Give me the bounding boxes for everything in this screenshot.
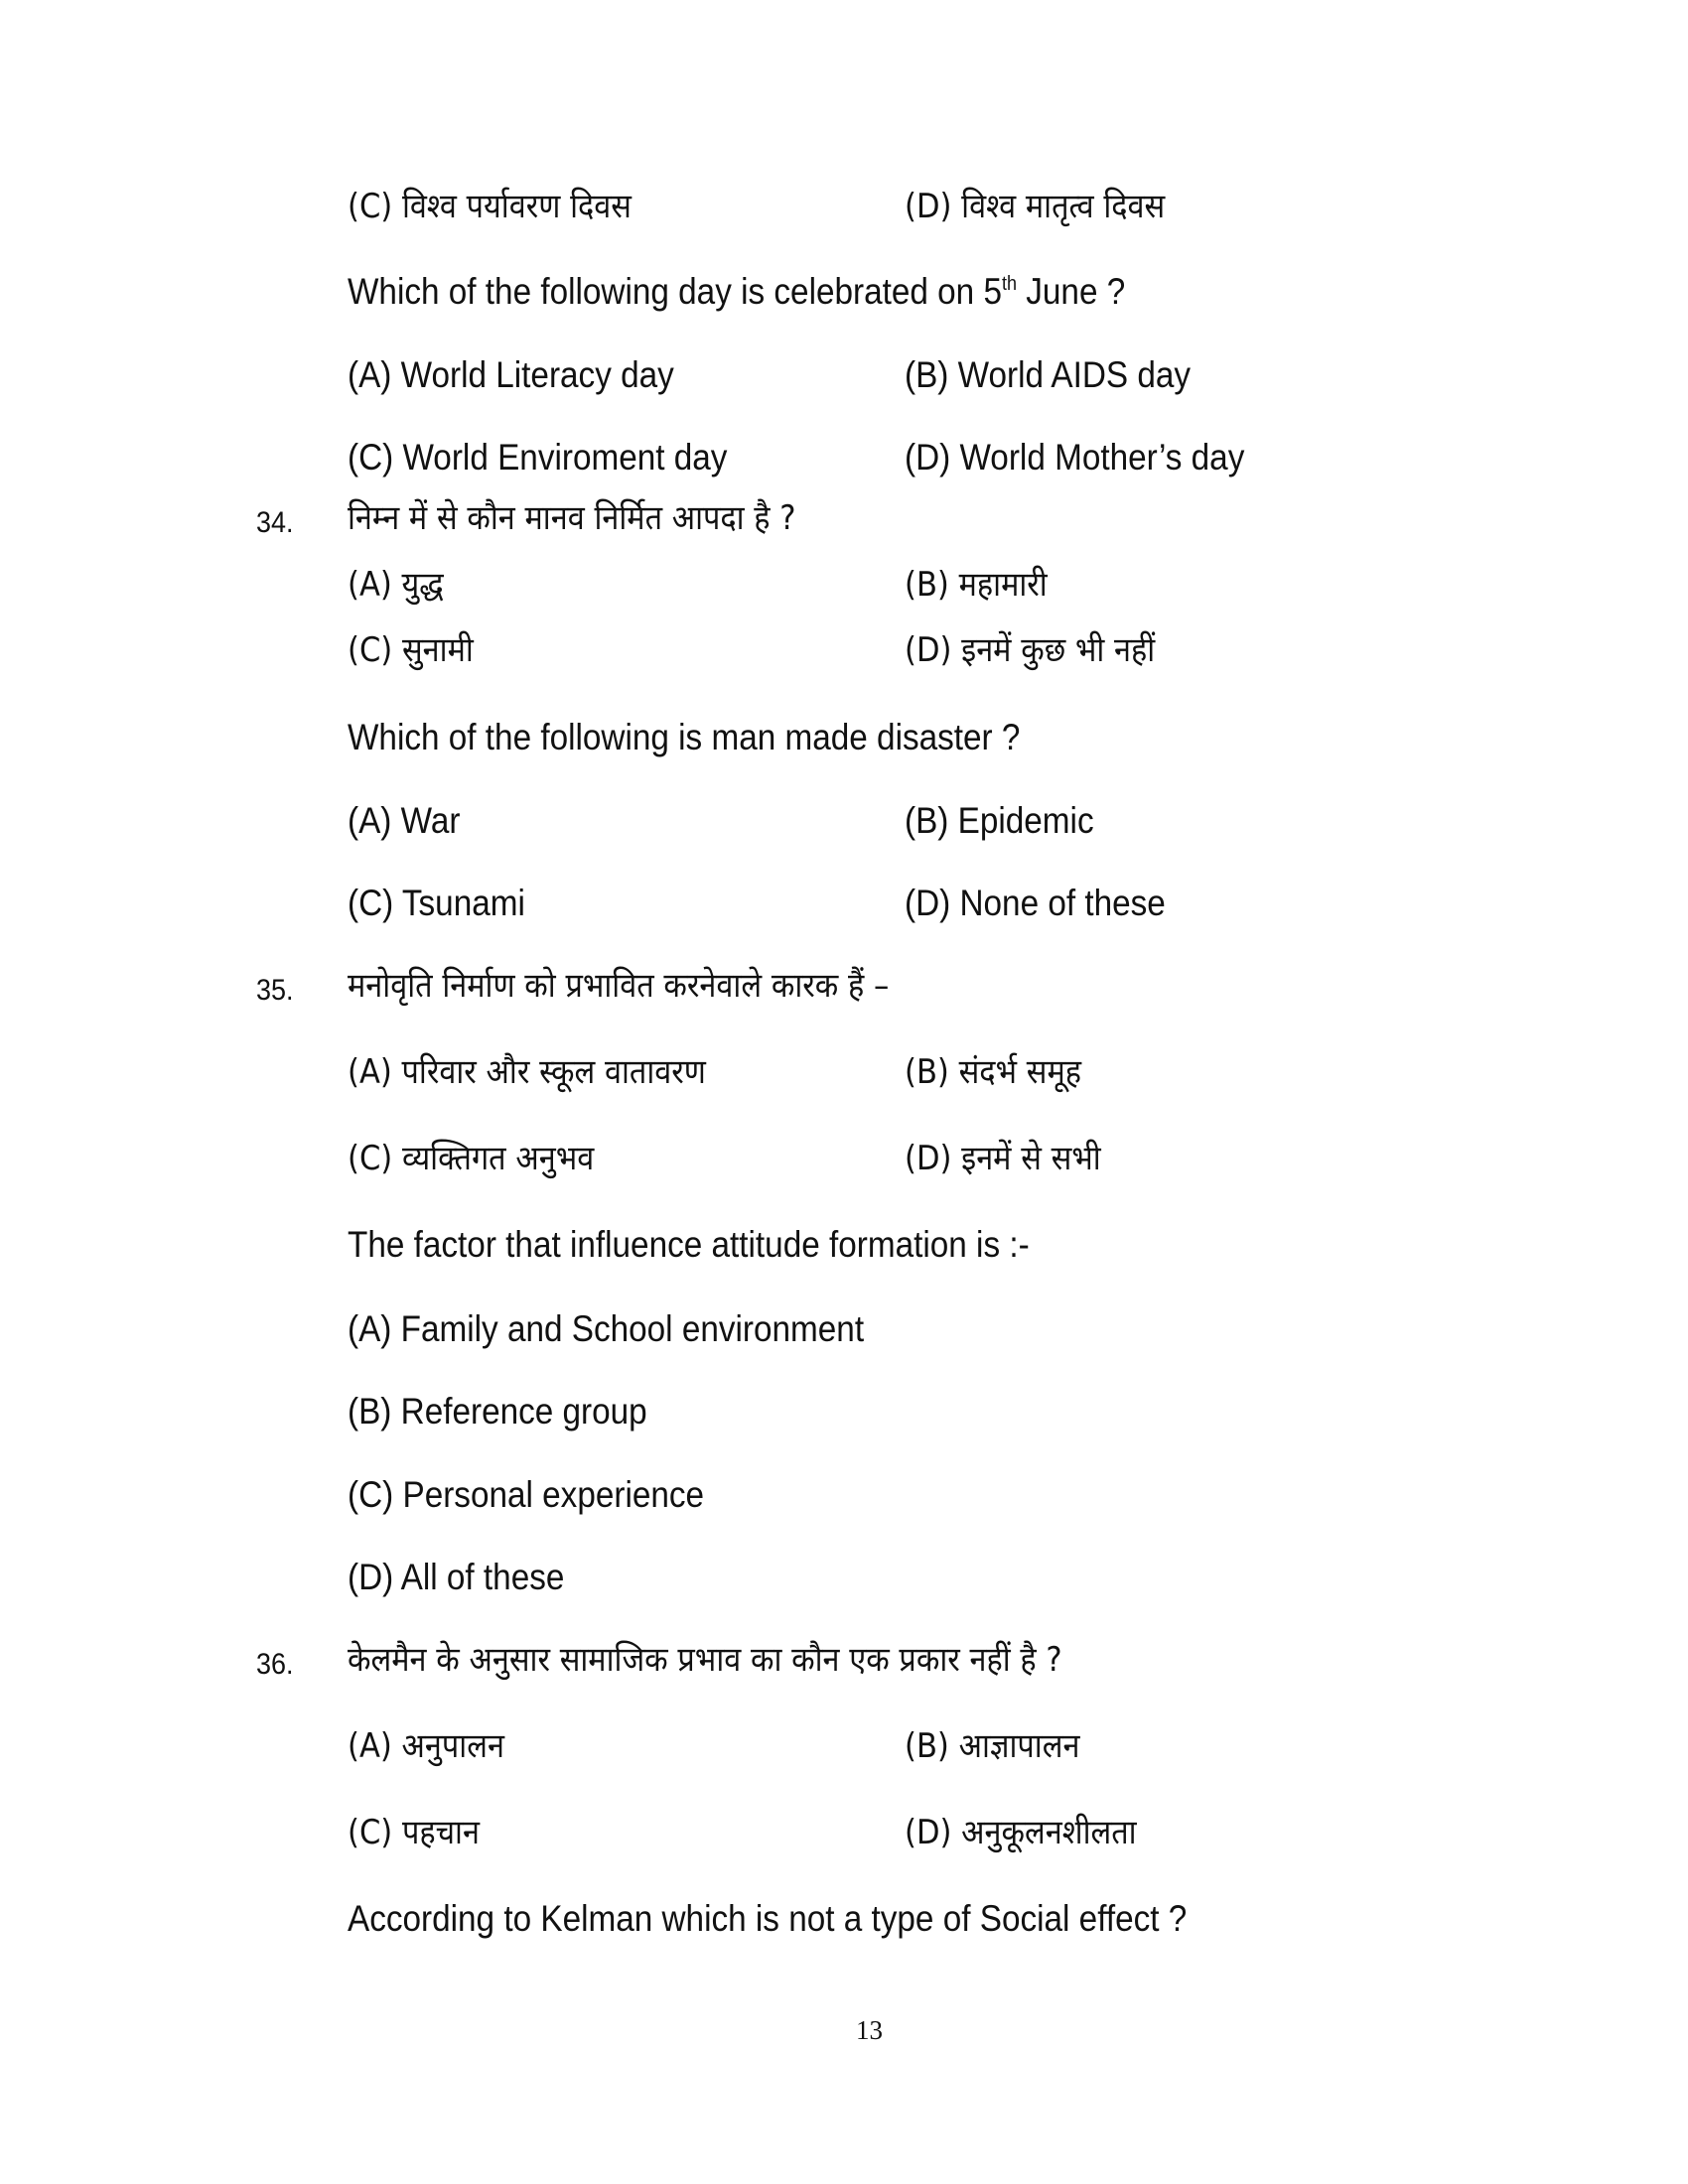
q35-english-option-c: (C) Personal experience: [348, 1474, 705, 1515]
q35-hindi-option-c: (C) व्यक्तिगत अनुभव: [348, 1139, 595, 1178]
q35-hindi-option-d: (D) इनमें से सभी: [905, 1139, 1101, 1178]
q36-english-question: According to Kelman which is not a type of Social effect ?: [348, 1898, 1188, 1939]
q34-english-option-d: (D) None of these: [905, 883, 1166, 923]
q35-hindi-option-b: (B) संदर्भ समूह: [905, 1052, 1082, 1092]
q34-english-question: Which of the following is man made disaster ?: [348, 717, 1021, 757]
q35-english-option-a: (A) Family and School environment: [348, 1308, 865, 1349]
q33-hindi-option-d: (D) विश्व मातृत्व दिवस: [905, 187, 1166, 226]
q33-english-option-b: (B) World AIDS day: [905, 354, 1192, 395]
q35-number: 35.: [256, 974, 294, 1007]
q36-hindi-option-d: (D) अनुकूलनशीलता: [905, 1813, 1137, 1852]
q33-question-text-before: Which of the following day is celebrated on 5: [348, 271, 1002, 312]
q34-english-option-a: (A) War: [348, 800, 461, 841]
q33-hindi-option-c: (C) विश्व पर्यावरण दिवस: [348, 187, 632, 226]
q34-hindi-option-d: (D) इनमें कुछ भी नहीं: [905, 630, 1156, 670]
q33-question-superscript: th: [1001, 273, 1018, 295]
q36-hindi-option-a: (A) अनुपालन: [348, 1726, 504, 1766]
q33-english-option-a: (A) World Literacy day: [348, 354, 674, 395]
q36-hindi-option-c: (C) पहचान: [348, 1813, 480, 1852]
q34-hindi-option-b: (B) महामारी: [905, 565, 1048, 605]
q36-hindi-option-b: (B) आज्ञापालन: [905, 1726, 1080, 1766]
q35-hindi-question: मनोवृति निर्माण को प्रभावित करनेवाले कारक हैं –: [348, 966, 890, 1006]
q35-english-option-d: (D) All of these: [348, 1557, 565, 1597]
q34-english-option-b: (B) Epidemic: [905, 800, 1094, 841]
page-number: 13: [856, 2015, 883, 2045]
q36-hindi-question: केलमैन के अनुसार सामाजिक प्रभाव का कौन एक प्रकार नहीं है ?: [348, 1640, 1062, 1680]
q34-hindi-option-a: (A) युद्ध: [348, 565, 444, 605]
q35-hindi-option-a: (A) परिवार और स्कूल वातावरण: [348, 1052, 706, 1092]
q34-english-option-c: (C) Tsunami: [348, 883, 525, 923]
q33-question-text-after: June ?: [1017, 271, 1126, 312]
q33-english-question: [348, 270, 1125, 314]
q35-english-option-b: (B) Reference group: [348, 1391, 647, 1432]
q33-english-option-d: (D) World Mother’s day: [905, 437, 1245, 478]
q36-number: 36.: [256, 1648, 294, 1681]
q34-hindi-question: निम्न में से कौन मानव निर्मित आपदा है ?: [348, 498, 796, 538]
q34-number: 34.: [256, 506, 294, 539]
q33-english-option-c: (C) World Enviroment day: [348, 437, 728, 478]
q34-hindi-option-c: (C) सुनामी: [348, 630, 474, 670]
q35-english-question: The factor that influence attitude formation is :-: [348, 1224, 1030, 1265]
